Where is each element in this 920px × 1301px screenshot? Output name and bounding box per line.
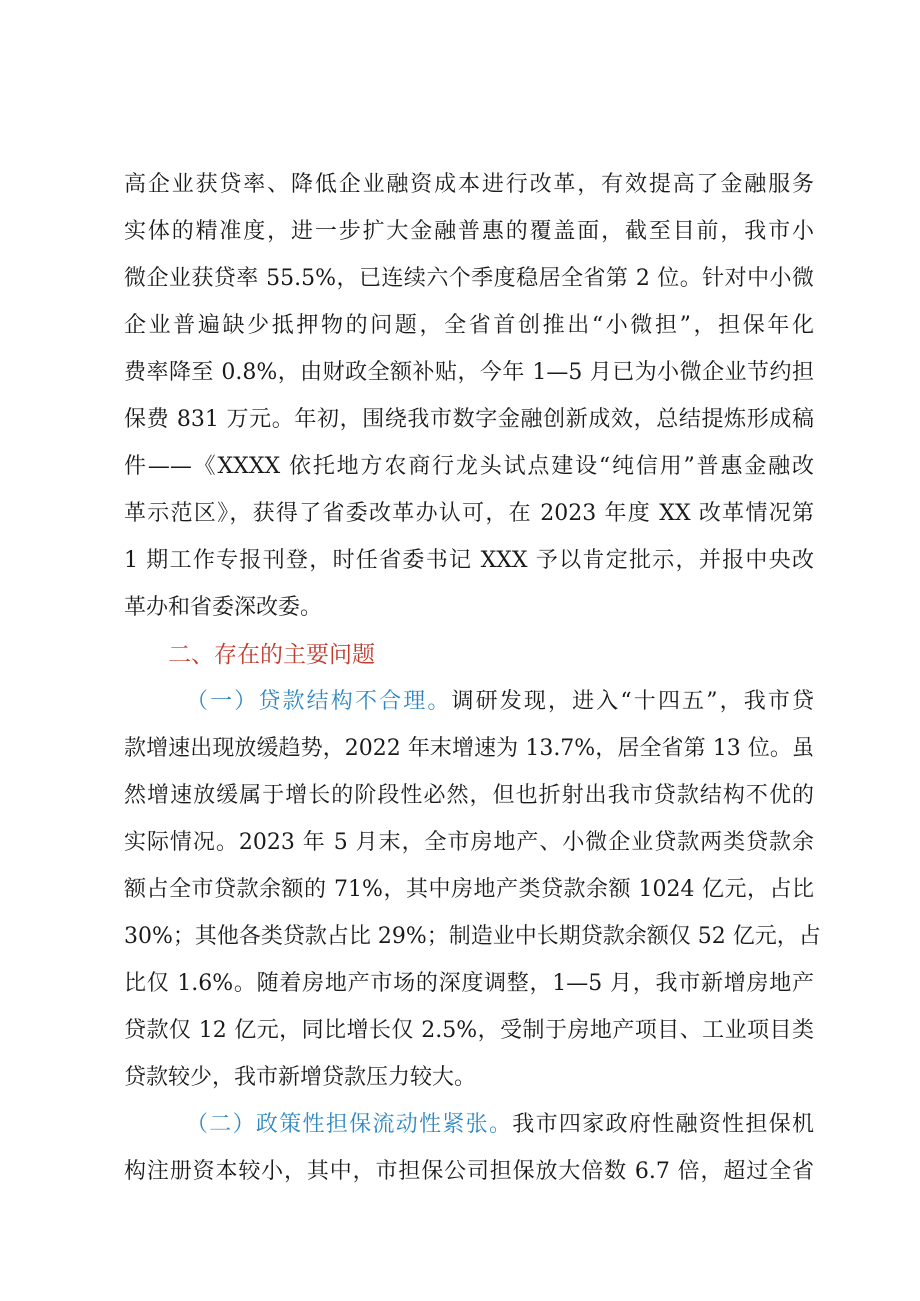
section-heading: 二、存在的主要问题 — [168, 642, 375, 668]
paragraph-line: 革办和省委深改委。 — [124, 595, 323, 620]
item-first-line — [186, 687, 814, 717]
paragraph-line: 比仅 1.6%。随着房地产市场的深度调整，1—5 月，我市新增房地产 — [124, 971, 814, 996]
item-first-line — [186, 1110, 814, 1140]
paragraph-line: 微企业获贷率 55.5%，已连续六个季度稳居全省第 2 位。针对中小微 — [124, 266, 814, 291]
paragraph-line: 高企业获贷率、降低企业融资成本进行改革，有效提高了金融服务 — [124, 172, 814, 197]
paragraph-line: 然增速放缓属于增长的阶段性必然，但也折射出我市贷款结构不优的 — [124, 783, 814, 808]
paragraph-line: 构注册资本较小，其中，市担保公司担保放大倍数 6.7 倍，超过全省 — [124, 1159, 814, 1184]
paragraph-line: 革示范区》，获得了省委改革办认可，在 2023 年度 XX 改革情况第 — [124, 501, 814, 526]
paragraph-line: 企业普遍缺少抵押物的问题，全省首创推出“小微担”，担保年化 — [124, 313, 814, 338]
paragraph-line: 额占全市贷款余额的 71%，其中房地产类贷款余额 1024 亿元，占比 — [124, 877, 814, 902]
paragraph-line: 费率降至 0.8%，由财政全额补贴，今年 1—5 月已为小微企业节约担 — [124, 360, 814, 385]
paragraph-line: 贷款仅 12 亿元，同比增长仅 2.5%，受制于房地产项目、工业项目类 — [124, 1018, 814, 1043]
paragraph-line: 30%；其他各类贷款占比 29%；制造业中长期贷款余额仅 52 亿元，占 — [124, 924, 821, 949]
paragraph-line: 件——《XXXX 依托地方农商行龙头试点建设“纯信用”普惠金融改 — [124, 454, 814, 479]
paragraph-line: 贷款较少，我市新增贷款压力较大。 — [124, 1065, 477, 1090]
item-first-text: 我市四家政府性融资性担保机 — [512, 1112, 814, 1137]
item-title: （二）政策性担保流动性紧张。 — [186, 1112, 513, 1137]
paragraph-line: 保费 831 万元。年初，围绕我市数字金融创新成效，总结提炼形成稿 — [124, 407, 814, 432]
paragraph-line: 实体的精准度，进一步扩大金融普惠的覆盖面，截至目前，我市小 — [124, 219, 814, 244]
paragraph-line: 实际情况。2023 年 5 月末，全市房地产、小微企业贷款两类贷款余 — [124, 830, 814, 855]
item-title: （一）贷款结构不合理。 — [186, 689, 452, 714]
paragraph-line: 款增速出现放缓趋势，2022 年末增速为 13.7%，居全省第 13 位。虽 — [124, 736, 814, 761]
item-first-text: 调研发现，进入“十四五”，我市贷 — [451, 689, 814, 714]
paragraph-line: 1 期工作专报刊登，时任省委书记 XXX 予以肯定批示，并报中央改 — [124, 548, 814, 573]
